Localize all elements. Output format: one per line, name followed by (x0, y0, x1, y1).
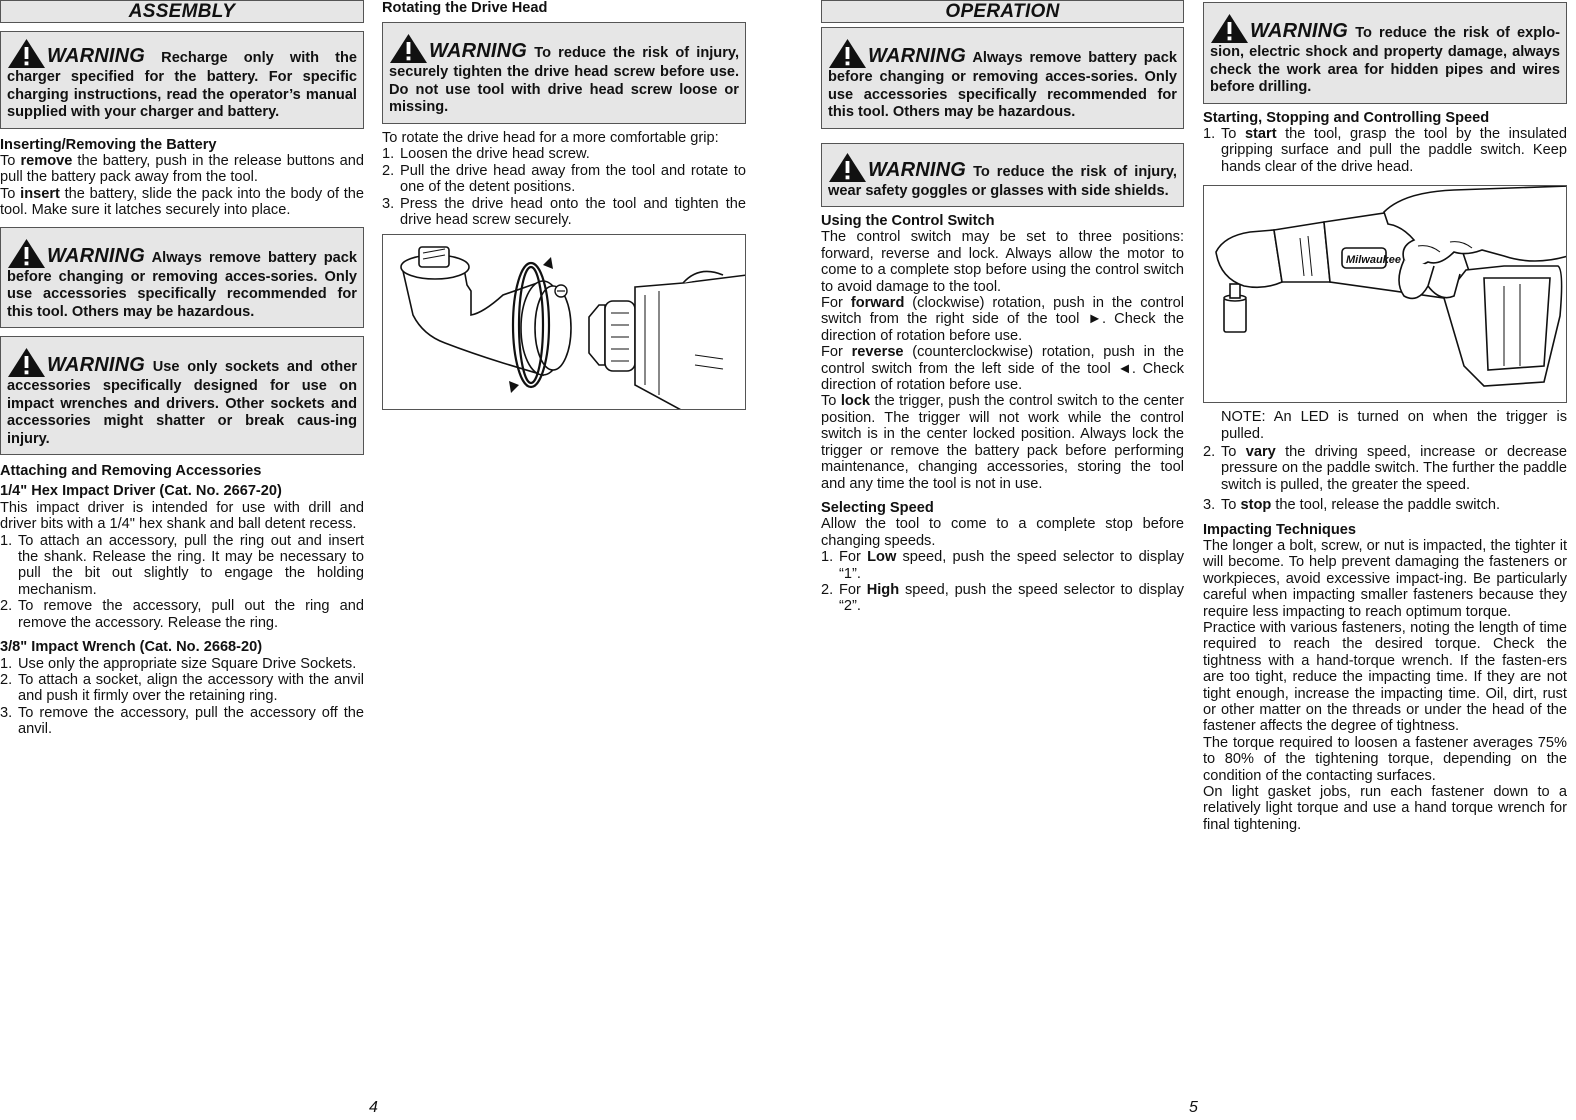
list-item: 3. To remove the accessory, pull the accessory off the anvil. (0, 704, 364, 738)
forward-paragraph: For forward (clockwise) rotation, push in the control switch from the right side of the tool ►. Check the direction of rotation before use. (821, 295, 1184, 344)
warning-label: WARNING (429, 40, 528, 63)
warning-box-sockets (0, 336, 364, 455)
battery-heading: Inserting/Removing the Battery (0, 136, 217, 153)
impact-wrench-heading: 3/8" Impact Wrench (Cat. No. 2668-20) (0, 639, 263, 656)
list-item: 2. For High speed, push the speed selector to display “2”. (821, 581, 1184, 615)
impacting-paragraph-1: The longer a bolt, screw, or nut is impacted, the tighter it will become. To help prevent damaging the fasteners or workpieces, avoid excessive impact-ing. Be particularly careful when impacting smaller fasteners because they require less impacting to reach optimum torque. (1203, 537, 1567, 620)
grip-figure (1203, 185, 1567, 403)
rotating-drive-head-heading: Rotating the Drive Head (382, 0, 548, 16)
page-number-right: 5 (1189, 1099, 1198, 1116)
hand-grip-illustration (1204, 186, 1567, 403)
warning-text: Always remove battery pack before changing or removing acces-sories. Only use accessories specifically recommended for this tool. Others may be hazardous. (828, 50, 1177, 120)
assembly-column-2 (382, 0, 746, 410)
warning-box-remove-battery-operation (821, 27, 1184, 129)
warning-triangle-icon (7, 38, 46, 69)
list-item: 3. To stop the tool, release the paddle switch. (1203, 497, 1501, 514)
battery-insert-paragraph: To insert the battery, slide the pack into the body of the tool. Make sure it latches securely into place. (0, 185, 365, 219)
hex-driver-intro: This impact driver is intended for use with drill and driver bits with a 1/4" hex shank and ball detent recess. (0, 499, 364, 533)
led-note: NOTE: An LED is turned on when the trigger is pulled. (1221, 409, 1567, 442)
warning-triangle-icon (828, 38, 867, 69)
warning-text: Always remove battery pack before changing or removing acces-sories. Only use accessories specifically recommended for this tool. Others may be hazardous. (7, 249, 357, 320)
impact-wrench-steps (0, 656, 364, 738)
control-switch-intro: The control switch may be set to three positions: forward, reverse and lock. Always allow the motor to come to a complete stop before using the control switch to avoid damage to the tool. (821, 229, 1184, 295)
accessories-heading: Attaching and Removing Accessories (0, 463, 262, 480)
selecting-speed-intro: Allow the tool to come to a complete stop before changing speeds. (821, 516, 1184, 549)
list-item: 2. To vary the driving speed, increase or decrease pressure on the paddle switch. The further the paddle switch is pulled, the greater the speed. (1203, 443, 1567, 493)
warning-box-safety-goggles (821, 143, 1184, 208)
warning-text: Use only sockets and other accessories specifically designed for use on impact wrenches and drivers. Other sockets and accessories might shatter or break caus-ing injury. (7, 359, 358, 447)
list-item: 1. Use only the appropriate size Square Drive Sockets. (0, 655, 357, 672)
warning-triangle-icon (1210, 13, 1249, 44)
control-switch-heading: Using the Control Switch (821, 213, 995, 229)
section-title-operation: OPERATION (821, 0, 1184, 23)
brand-logo-text: Milwaukee (1346, 254, 1402, 267)
start-stop-heading: Starting, Stopping and Controlling Speed (1203, 109, 1490, 126)
warning-label: WARNING (868, 45, 967, 67)
list-item: 1. Loosen the drive head screw. (382, 146, 590, 163)
rotate-intro: To rotate the drive head for a more comfortable grip: (382, 129, 719, 146)
list-item: 1. For Low speed, push the speed selector to display “1”. (821, 549, 1184, 582)
warning-box-remove-battery (0, 227, 364, 329)
reverse-paragraph: For reverse (counterclockwise) rotation, push in the control switch from the left side of the tool ◄. Check direction of rotation before use. (821, 344, 1184, 394)
selecting-speed-heading: Selecting Speed (821, 499, 934, 516)
hex-driver-heading: 1/4" Hex Impact Driver (Cat. No. 2667-20) (0, 483, 282, 500)
lock-paragraph: To lock the trigger, push the control switch to the center position. The trigger will not work while the control switch is in the center locked position. Always lock the trigger or remove the battery pack before performing maintenance, changing accessories, storing the tool and any time the tool is not in use. (821, 393, 1185, 492)
impacting-paragraph-3: The torque required to loosen a fastener averages 75% to 80% of the tightening torque, depending on the condition of the contacting surfaces. (1203, 734, 1567, 784)
assembly-column-1 (0, 0, 364, 738)
list-item: 1. To start the tool, grasp the tool by the insulated gripping surface and pull the paddle switch. Keep hands clear of the drive head. (1203, 125, 1568, 175)
warning-label: WARNING (47, 45, 146, 67)
warning-box-hidden-pipes (1203, 2, 1567, 104)
warning-box-charger (0, 31, 364, 129)
warning-text: To reduce the risk of explo-sion, electric shock and property damage, always check the work area for hidden pipes and wires before drilling. (1210, 25, 1560, 95)
warning-triangle-icon (389, 33, 428, 64)
warning-triangle-icon (828, 152, 867, 183)
warning-text: To reduce the risk of injury, securely tighten the drive head screw before use. Do not use tool with drive head screw loose or missing. (389, 45, 739, 116)
warning-triangle-icon (7, 347, 46, 378)
impacting-paragraph-4: On light gasket jobs, run each fastener down to a relatively light torque and use a hand torque wrench for final tightening. (1203, 784, 1567, 833)
list-item: 2. To attach a socket, align the accessory with the anvil and push it firmly over the retaining ring. (0, 671, 364, 705)
impacting-techniques-heading: Impacting Techniques (1203, 521, 1356, 538)
warning-triangle-icon (7, 238, 46, 269)
list-item: 1. To attach an accessory, pull the ring out and insert the shank. Release the ring. It may be necessary to pull the bit out slightly to engage the holding mechanism. (0, 532, 364, 598)
speed-steps (821, 549, 1184, 615)
warning-label: WARNING (47, 244, 146, 267)
rotate-steps (382, 146, 746, 228)
drive-head-rotation-figure (382, 234, 746, 410)
warning-text: To reduce the risk of injury, wear safety goggles or glasses with side shields. (828, 163, 1177, 199)
drive-head-illustration (383, 235, 746, 410)
start-steps (1203, 126, 1567, 175)
speed-control-steps (1203, 444, 1567, 514)
operation-column-2 (1203, 0, 1567, 833)
hex-driver-steps (0, 533, 364, 631)
list-item: 2. To remove the accessory, pull out the ring and remove the accessory. Release the ring. (0, 598, 364, 631)
warning-label: WARNING (47, 354, 146, 377)
warning-label: WARNING (1250, 20, 1349, 42)
warning-label: WARNING (868, 158, 967, 181)
operation-column-1 (821, 0, 1184, 615)
section-title-assembly: ASSEMBLY (0, 0, 364, 23)
impacting-paragraph-2: Practice with various fasteners, noting the length of time required to reach the desired torque. Check the tightness with a hand-torque wrench. If the fasten-ers are too tight, reduce the impacting time. If they are not tight enough, increase the impacting time. Oil, dirt, rust or other matter on the threads or under the head of the fastener affects the degree of tightness. (1203, 620, 1567, 735)
page-number-left: 4 (369, 1099, 378, 1116)
list-item: 3. Press the drive head onto the tool and tighten the drive head screw securely. (382, 195, 746, 228)
battery-remove-paragraph: To remove the battery, push in the release buttons and pull the battery pack away from the tool. (0, 152, 365, 186)
list-item: 2. Pull the drive head away from the tool and rotate to one of the detent positions. (382, 162, 746, 196)
warning-box-drive-head-screw (382, 22, 746, 124)
warning-text: Recharge only with the charger specified for the battery. For specific charging instructions, read the operator’s manual supplied with your charger and battery. (7, 50, 357, 120)
